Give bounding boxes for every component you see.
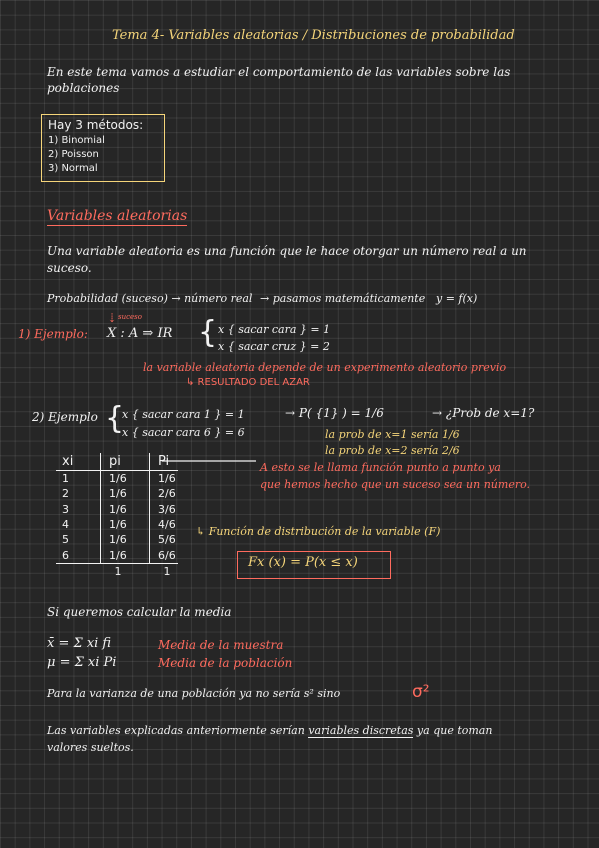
example2-case: x { sacar cara 6 } = 6 — [122, 426, 245, 439]
down-arrow-icon: ⇣ — [107, 311, 118, 325]
table-cell: 3/6 — [158, 502, 176, 516]
table-cell: 5 — [56, 532, 101, 547]
table-row — [56, 547, 178, 563]
distribution-function-label: ↳ Función de distribución de la variable (F) — [196, 525, 441, 538]
method-item: 2) Poisson — [48, 149, 99, 160]
mean-intro: Si queremos calcular la media — [47, 605, 232, 619]
brace-icon: { — [198, 315, 218, 350]
table-cell: 4/6 — [158, 518, 176, 532]
table-row — [56, 486, 178, 501]
table-cell: 1/6 — [101, 517, 150, 532]
probability-text: Probabilidad (suceso) → número real — [47, 292, 253, 305]
table-cell: 6/6 — [150, 547, 179, 563]
example1-case: x { sacar cruz } = 2 — [218, 340, 330, 353]
table-cell: 3 — [56, 502, 101, 517]
conclusion-post: ya que toman — [416, 724, 493, 737]
brace-icon: { — [105, 401, 125, 436]
example2-case: x { sacar cara 1 } = 1 — [122, 408, 245, 421]
connector-line — [160, 455, 260, 467]
table-row — [56, 502, 178, 517]
suceso-note: suceso — [118, 313, 142, 321]
example2-label: 2) Ejemplo — [32, 410, 98, 424]
conclusion-pre: Las variables explicadas anteriormente serían — [47, 724, 305, 737]
example2-answer: la prob de x=2 sería 2/6 — [325, 444, 460, 457]
frequency-table — [56, 453, 178, 579]
table-row — [56, 532, 178, 547]
distribution-formula: Fx (x) = P(x ≤ x) — [248, 555, 358, 570]
table-cell: 1/6 — [101, 471, 150, 487]
method-item: 3) Normal — [48, 163, 98, 174]
intro-line-2: poblaciones — [47, 81, 120, 95]
table-cell: 1/6 — [158, 472, 176, 486]
example1-result-note: ↳ RESULTADO DEL AZAR — [186, 377, 310, 388]
example1-label: 1) Ejemplo: — [18, 327, 88, 341]
table-total-empty — [56, 563, 101, 579]
conclusion-underlined: variables discretas — [308, 724, 414, 737]
method-item: 1) Binomial — [48, 135, 105, 146]
table-cell: 5/6 — [158, 533, 176, 547]
population-mean-label: Media de la población — [158, 656, 293, 670]
table-row — [56, 471, 178, 487]
table-cell: 6 — [56, 547, 101, 563]
probability-formula: y = f(x) — [436, 292, 478, 305]
table-total: 1 — [114, 564, 122, 578]
example2-question: → ¿Prob de x=1? — [432, 406, 535, 420]
example2-answer: la prob de x=1 sería 1/6 — [325, 428, 460, 441]
point-function-note: A esto se le llama función punto a punto ya — [260, 461, 501, 474]
sample-mean-label: Media de la muestra — [158, 638, 284, 652]
intro-line-1: En este tema vamos a estudiar el comportamiento de las variables sobre las — [47, 65, 511, 79]
definition-line-2: suceso. — [47, 261, 92, 275]
example1-note: la variable aleatoria depende de un experimento aleatorio previo — [143, 361, 507, 374]
table-cell: 2/6 — [158, 487, 176, 501]
conclusion-line-1 — [47, 724, 492, 737]
conclusion-line-2: valores sueltos. — [47, 741, 134, 754]
table-cell: 1/6 — [101, 547, 150, 563]
sigma-squared-symbol: σ² — [412, 682, 430, 702]
table-cell: 1/6 — [101, 502, 150, 517]
section-title: Variables aleatorias — [47, 208, 188, 224]
page-title: Tema 4- Variables aleatorias / Distribuciones de probabilidad — [112, 28, 515, 43]
table-cell: 4 — [56, 517, 101, 532]
point-function-note: que hemos hecho que un suceso sea un número. — [260, 478, 531, 491]
table-header: Pi — [150, 453, 179, 471]
table-cell: 1/6 — [101, 486, 150, 501]
example2-prob: → P( {1} ) = 1/6 — [285, 406, 384, 420]
table-row — [56, 517, 178, 532]
table-total: 1 — [163, 564, 171, 578]
table-header: pi — [101, 453, 150, 471]
sample-mean-formula: x̄ = Σ xi fi — [47, 636, 112, 651]
table-cell: 2 — [56, 486, 101, 501]
table-cell: 1/6 — [101, 532, 150, 547]
variance-text: Para la varianza de una población ya no sería s² sino — [47, 687, 341, 700]
example1-case: x { sacar cara } = 1 — [218, 323, 331, 336]
table-cell: 1 — [56, 471, 101, 487]
methods-heading: Hay 3 métodos: — [48, 118, 144, 132]
population-mean-formula: μ = Σ xi Pi — [47, 655, 117, 670]
example1-mapping: X : A ⇒ IR — [107, 326, 173, 341]
table-total-row — [56, 563, 178, 579]
definition-line-1: Una variable aleatoria es una función que le hace otorgar un número real a un — [47, 244, 527, 258]
table-header: xi — [56, 453, 101, 471]
probability-arrow-note: → pasamos matemáticamente — [260, 292, 426, 305]
